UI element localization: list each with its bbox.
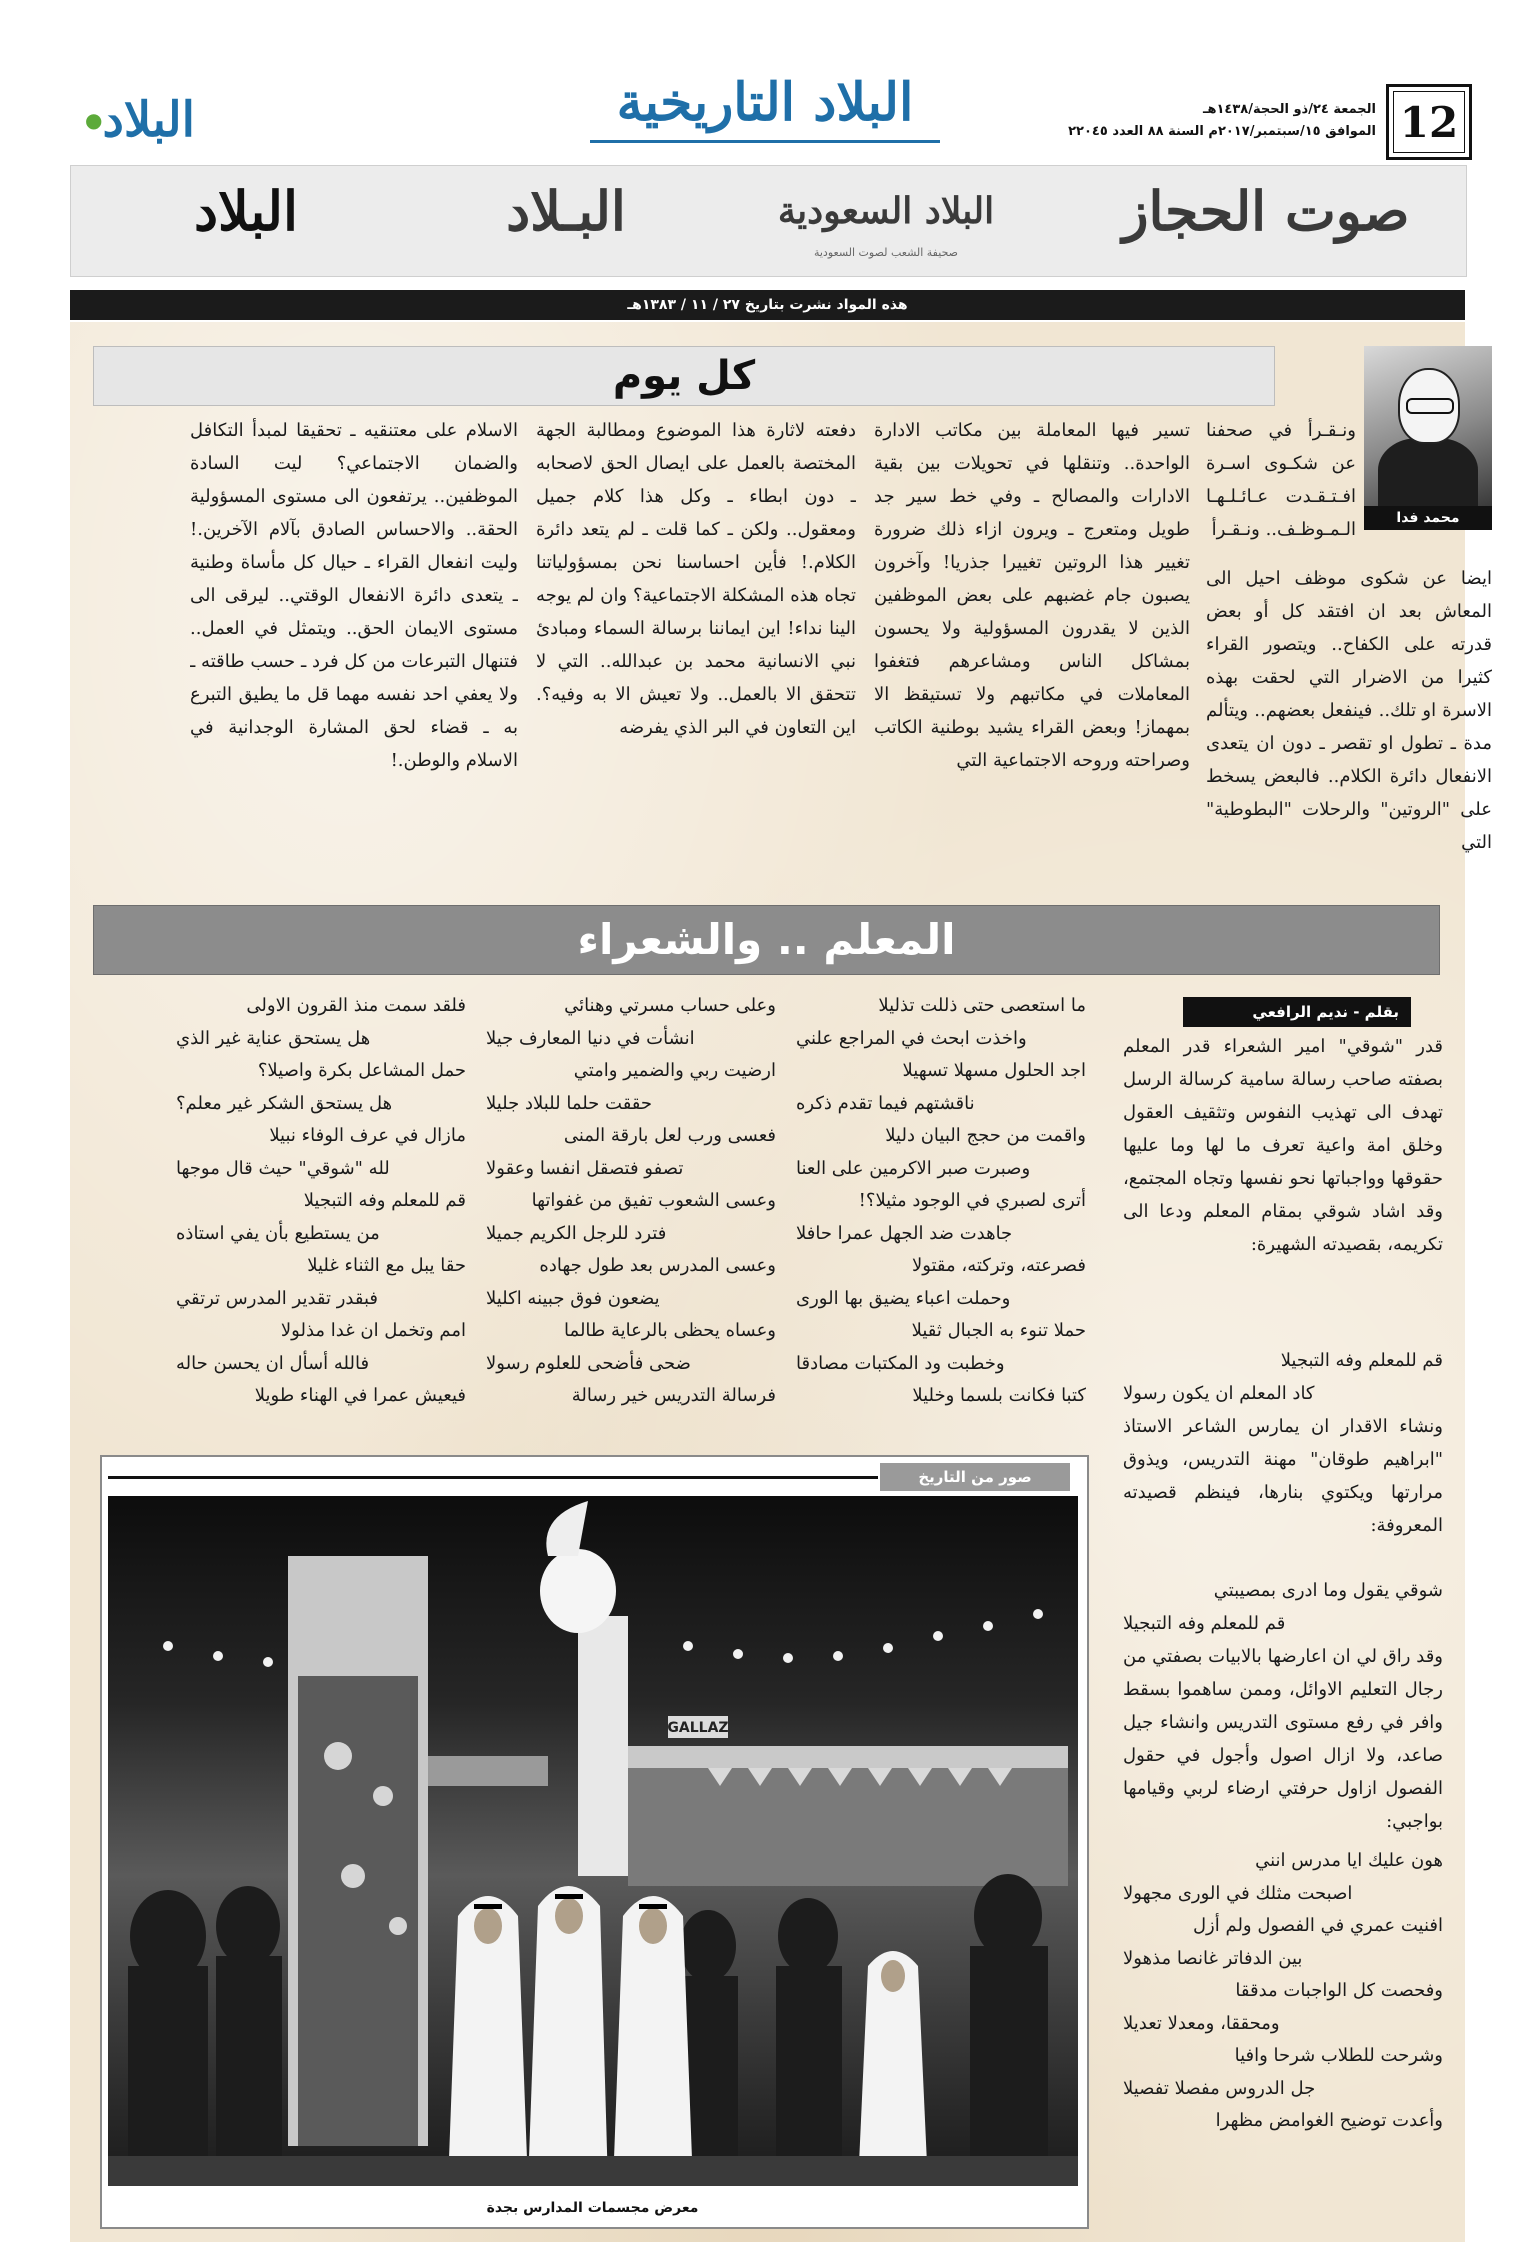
verse-line: جل الدروس مفصلا تفصيلا: [1123, 2077, 1316, 2099]
article2-verse-touqan: [1123, 1575, 1443, 1640]
photo-caption: معرض مجسمات المدارس بجدة: [486, 2200, 699, 2216]
photo-sign-text: GALLAZ: [667, 1720, 729, 1736]
article1-column3: دفعته لاثارة هذا الموضوع ومطالبة الجهة المختصة بالعمل على ايصال الحق لاصحابه ـ دون ابطاء ـ وكل هذا كلام جميل ومعقول.. ولكن ـ كما قلت ـ لم يتعد دائرة الكلام.! فأين احساسنا نحن بمسؤولياتنا تجاه هذه المشكلة الاجتماعية؟ وان لم يوجه الينا نداء! اين ايماننا برسالة السماء ومبادئ نبي الانسانية محمد بن عبدالله.. التي لا تتحقق الا بالعمل.. ولا تعيش الا به وفيه؟. اين التعاون في البر الذي يفرضه: [536, 420, 856, 738]
verse-line: من يستطيع بأن يفي استاذه: [176, 1222, 380, 1244]
old-logo-sawt-alhijaz: صوت الحجاز: [1122, 179, 1410, 243]
verse-line: وصبرت صبر الاكرمين على العنا: [796, 1157, 1031, 1179]
verse-line: تصفو فتصقل انفسا وعقولا: [486, 1157, 684, 1179]
verse-line: حملا تنوء به الجبال ثقيلا: [911, 1320, 1086, 1341]
verse-line: هل يستحق عناية غير الذي: [176, 1027, 371, 1049]
verse-line: قم للمعلم وفه التبجيلا: [303, 1190, 466, 1211]
verse-line: وفحصت كل الواجبات مدققا: [1235, 1980, 1443, 2001]
verse-line: وخطبت ود المكتبات مصادقا: [796, 1352, 1005, 1374]
page-number: 12: [1386, 84, 1472, 160]
verse-line: لله "شوقي" حيث قال موجها: [176, 1157, 390, 1179]
verse-line: حققت حلما للبلاد جليلا: [486, 1092, 653, 1114]
article1-column1-top: ونـقـرأ في صحفنا عن شكـوى اسـرة افـتـقـدت عـائـلـهـا الـمـوظـف.. ونـقـرأ: [1206, 420, 1356, 540]
verse-line: كاد المعلم ان يكون رسولا: [1123, 1382, 1315, 1404]
verse-line: واقمت من حجج البيان دليلا: [885, 1125, 1086, 1146]
verse-line: قم للمعلم وفه التبجيلا: [1123, 1612, 1286, 1634]
verse-line: امم وتخمل ان غدا مذلولا: [280, 1320, 466, 1341]
verse-line: فرسالة التدريس خير رسالة: [571, 1385, 776, 1406]
verse-line: وحملت اعباء يضيق بها الورى: [796, 1287, 1011, 1309]
verse-line: ومحققا، ومعدلا تعديلا: [1123, 2012, 1280, 2034]
article-title-kol-yawm: كل يوم: [93, 346, 1275, 406]
author-name-caption: محمد فدا: [1364, 506, 1492, 530]
verse-line: قم للمعلم وفه التبجيلا: [1280, 1350, 1443, 1371]
article2-byline: بقلم - نديم الرافعي: [1183, 997, 1411, 1027]
article2-poem-column2: [796, 990, 1086, 1413]
old-logo-albilad-3: البلاد: [193, 179, 299, 243]
verse-line: ناقشتهم فيما تقدم ذكره: [796, 1092, 975, 1114]
verse-line: شوقي يقول وما ادرى بمصيبتي: [1213, 1580, 1443, 1601]
verse-line: بين الدفاتر غانصا مذهولا: [1123, 1947, 1303, 1969]
verse-line: وعسى المدرس بعد طول جهاده: [539, 1255, 776, 1276]
masthead-underline: [590, 140, 940, 143]
verse-line: فصرعته، وتركته، مقتولا: [911, 1255, 1086, 1276]
verse-line: واخذت ابحث في المراجع علني: [796, 1027, 1027, 1049]
article2-intro: قدر "شوقي" امير الشعراء قدر المعلم بصفته صاحب رسالة سامية كرسالة الرسل تهدف الى تهذيب النفوس وتثقيف العقول وخلق امة واعية تعرف ما لها وما عليها حقوقها وواجباتها نحو نفسها وتجاه المجتمع، وقد اشاد شوقي بمقام المعلم ودعا الى تكريمه، بقصيدته الشهيرة:: [1123, 1036, 1443, 1255]
date-line-hijri: الجمعة ٢٤/ذو الحجة/١٤٣٨هـ: [1203, 102, 1376, 117]
verse-line: فالله أسأل ان يحسن حاله: [176, 1352, 370, 1374]
verse-line: هل يستحق الشكر غير معلم؟: [176, 1092, 393, 1114]
verse-line: فلقد سمت منذ القرون الاولى: [246, 995, 466, 1016]
verse-line: جاهدت ضد الجهل عمرا حافلا: [796, 1222, 1013, 1244]
verse-line: ما استعصى حتى ذللت تذليلا: [878, 995, 1086, 1016]
article1-column2: تسير فيها المعاملة بين مكاتب الادارة الواحدة.. وتنقلها في تحويلات بين بقية الادارات والمصالح ـ وفي خط سير جد طويل ومتعرج ـ ويرون ازاء ذلك ضرورة تغيير هذا الروتين تغييرا جذريا! وآخرون يصبون جام غضبهم على بعض الموظفين الذين لا يقدرون المسؤولية ولا يحسون بمشاكل الناس ومشاعرهم فتغفوا المعاملات في مكاتبهم ولا تستيقظ الا بمهماز! وبعض القراء يشيد بوطنية الكاتب وصراحته وروحه الاجتماعية التي: [874, 420, 1190, 771]
verse-line: فعسى ورب لعل بارقة المنى: [563, 1125, 776, 1146]
verse-line: حقا يبل مع الثناء غليلا: [307, 1255, 466, 1276]
historic-exhibition-photo: [108, 1496, 1078, 2186]
publication-date-notice: هذه المواد نشرت بتاريخ ٢٧ / ١١ / ١٣٨٣هـ: [70, 290, 1465, 320]
photo-section-label: صور من التاريخ: [880, 1463, 1070, 1491]
article2-verse-shawqi: [1123, 1345, 1443, 1410]
photo-illustration: [108, 1496, 1078, 2186]
article-title-teacher-poets: المعلم .. والشعراء: [93, 905, 1440, 975]
date-line-gregorian: الموافق ١٥/سبتمبر/٢٠١٧م السنة ٨٨ العدد ٢٢٠٤٥: [1068, 124, 1376, 139]
verse-line: وشرحت للطلاب شرحا وافيا: [1234, 2045, 1443, 2066]
verse-line: انشأت في دنيا المعارف جيلا: [486, 1027, 695, 1049]
verse-line: فبقدر تقدير المدرس ترتقي: [176, 1287, 379, 1309]
verse-line: ارضيت ربي والضمير وامتي: [573, 1060, 776, 1081]
verse-line: مازال في عرف الوفاء نبيلا: [269, 1125, 466, 1146]
verse-line: اجد الحلول مسهلا تسهيلا: [902, 1060, 1086, 1081]
article2-closing: وقد راق لي ان اعارضها بالابيات بصفتي من رجال التعليم الاوائل، وممن ساهموا بسقط وافر في رفع مستوى التدريس وانشاء جيل صاعد، ولا ازال اصول وأجول في حقول الفصول ازاول حرفتي ارضاء لربي وقيامها بواجبي:: [1123, 1646, 1443, 1832]
verse-line: كتبا فكانت بلسما وخليلا: [912, 1385, 1086, 1406]
photo-label-rule: [108, 1476, 878, 1479]
verse-line: وعساه يحظى بالرعاية طالما: [564, 1320, 776, 1341]
verse-line: هون عليك ايا مدرس انني: [1255, 1850, 1443, 1871]
verse-line: فترد للرجل الكريم جميلا: [486, 1222, 667, 1244]
author-photo: [1364, 346, 1492, 506]
verse-line: وأعدت توضيح الغوامض مظهرا: [1215, 2110, 1443, 2131]
albilad-corner-logo: البلاد●: [85, 92, 195, 148]
article2-poem-column4: [176, 990, 466, 1413]
verse-line: أترى لصبري في الوجود مثيلا؟!: [858, 1190, 1086, 1211]
verse-line: ضحى فأضحى للعلوم رسولا: [486, 1352, 691, 1374]
verse-line: حمل المشاعل بكرة واصيلا؟: [257, 1060, 466, 1081]
old-logo-albilad-alsaudia: البلاد السعودية صحيفة الشعب لصوت السعودية: [777, 190, 995, 259]
verse-line: يضعون فوق جبينه اكليلا: [486, 1287, 660, 1309]
old-logo-albilad-2: البـلاد: [506, 179, 626, 243]
article1-column4: الاسلام على معتنقيه ـ تحقيقا لمبدأ التكافل والضمان الاجتماعي؟ ليت السادة الموظفين.. يرتفعون الى مستوى المسؤولية الحقة.. والاحساس الصادق بآلام الآخرين.! وليت انفعال القراء ـ حيال كل مأساة وطنية ـ يتعدى دائرة الانفعال الوقتي.. ليرقى الى مستوى الايمان الحق.. ويتمثل في العمل.. فتنهال التبرعات من كل فرد ـ حسب طاقته ـ ولا يعفي احد نفسه مهما قل ما يطيق التبرع به ـ قضاء لحق المشارة الوجدانية في الاسلام والوطن.!: [190, 420, 518, 771]
verse-line: افنيت عمري في الفصول ولم أزل: [1192, 1915, 1443, 1936]
article2-poem-column3: [486, 990, 776, 1413]
masthead-logo: البلاد التاريخية: [616, 72, 914, 133]
article1-column1-rest: ايضا عن شكوى موظف احيل الى المعاش بعد ان افتقد كل أو بعض قدرته على الكفاح.. ويتصور القراء كثيرا من الاضرار التي لحقت بهذه الاسرة او تلك.. فينفعل بعضهم.. ويتألم مدة ـ تطول او تقصر ـ دون ان يتعدى الانفعال دائرة الكلام.. فالبعض يسخط على "الروتين" والرحلات "البطوطية" التي: [1206, 568, 1492, 853]
verse-line: اصبحت مثلك في الورى مجهولا: [1123, 1882, 1353, 1904]
verse-line: وعسى الشعوب تفيق من غفواتها: [531, 1190, 776, 1211]
historic-logos-strip: [70, 165, 1467, 277]
verse-line: وعلى حساب مسرتي وهنائي: [564, 995, 776, 1016]
article2-middle: ونشاء الاقدار ان يمارس الشاعر الاستاذ "ابراهيم طوقان" مهنة التدريس، ويذوق مرارتها ويكتوي بنارها، فينظم قصيدته المعروفة:: [1123, 1416, 1443, 1536]
verse-line: فيعيش عمرا في الهناء طويلا: [254, 1385, 466, 1406]
article2-poem-column1: [1123, 1845, 1443, 2138]
